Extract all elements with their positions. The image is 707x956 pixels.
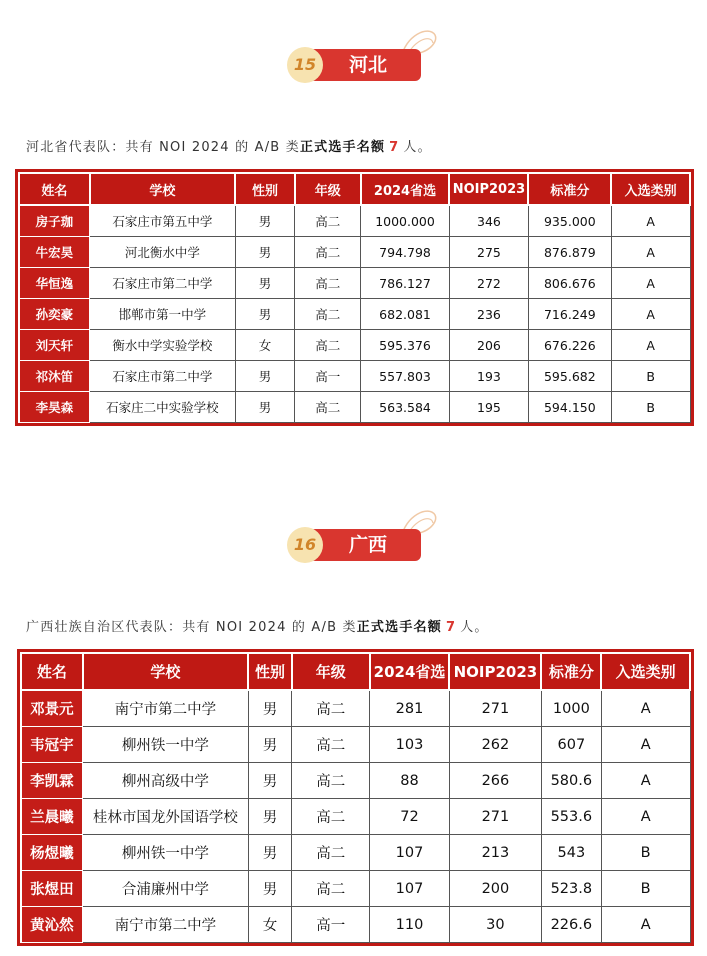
section-number: 16 (287, 527, 323, 563)
intro-suffix: 人。 (460, 620, 489, 635)
cell-grade: 高二 (295, 237, 361, 268)
cell-school: 河北衡水中学 (90, 237, 235, 268)
cell-name: 房子珈 (19, 205, 90, 237)
cell-school: 石家庄市第二中学 (90, 268, 235, 299)
intro-count: 7 (389, 140, 400, 155)
section-intro (26, 616, 489, 635)
table-row (19, 392, 690, 423)
cell-name: 孙奕豪 (19, 299, 90, 330)
cell-noip-2023: 271 (449, 799, 541, 835)
cell-category: B (611, 392, 690, 423)
cell-name: 李凯霖 (21, 763, 83, 799)
cell-noip-2023: 236 (449, 299, 528, 330)
cell-standard-score: 580.6 (541, 763, 601, 799)
cell-noip-2023: 213 (449, 835, 541, 871)
table-row (21, 907, 690, 943)
province-title: 河北 (309, 49, 421, 81)
cell-grade: 高二 (295, 205, 361, 237)
intro-prefix: 河北省代表队：共有 NOI 2024 的 A/B 类 (26, 140, 300, 155)
cell-gender: 男 (248, 690, 292, 727)
cell-name: 张煜田 (21, 871, 83, 907)
cell-standard-score: 676.226 (528, 330, 611, 361)
intro-highlight: 正式选手名额 (299, 140, 386, 155)
cell-name: 牛宏昊 (19, 237, 90, 268)
cell-gender: 男 (248, 871, 292, 907)
column-header-noip-2023: NOIP2023 (449, 173, 528, 205)
cell-gender: 女 (248, 907, 292, 943)
team-table-hebei (18, 172, 691, 423)
table-row (19, 237, 690, 268)
cell-name: 黄沁然 (21, 907, 83, 943)
cell-school: 石家庄二中实验学校 (90, 392, 235, 423)
intro-highlight: 正式选手名额 (356, 620, 442, 635)
cell-noip-2023: 30 (449, 907, 541, 943)
cell-standard-score: 716.249 (528, 299, 611, 330)
cell-score-2024: 281 (370, 690, 450, 727)
cell-name: 祁沐笛 (19, 361, 90, 392)
cell-grade: 高二 (295, 268, 361, 299)
cell-standard-score: 1000 (541, 690, 601, 727)
cell-score-2024: 1000.000 (361, 205, 450, 237)
cell-grade: 高二 (292, 835, 370, 871)
column-header-grade: 年级 (292, 653, 370, 690)
cell-score-2024: 682.081 (361, 299, 450, 330)
column-header-school: 学校 (90, 173, 235, 205)
cell-school: 邯郸市第一中学 (90, 299, 235, 330)
table-row (19, 361, 690, 392)
cell-grade: 高二 (292, 763, 370, 799)
cell-gender: 男 (235, 392, 295, 423)
column-header-gender: 性别 (248, 653, 292, 690)
cell-gender: 男 (235, 299, 295, 330)
cell-gender: 男 (235, 268, 295, 299)
cell-gender: 男 (248, 835, 292, 871)
section-badge-guangxi (287, 525, 427, 565)
cell-name: 李昊森 (19, 392, 90, 423)
table-header-row (21, 653, 690, 690)
cell-standard-score: 553.6 (541, 799, 601, 835)
cell-noip-2023: 272 (449, 268, 528, 299)
intro-prefix: 广西壮族自治区代表队：共有 NOI 2024 的 A/B 类 (26, 620, 357, 635)
cell-standard-score: 806.676 (528, 268, 611, 299)
cell-grade: 高一 (292, 907, 370, 943)
cell-category: A (611, 330, 690, 361)
cell-name: 华恒逸 (19, 268, 90, 299)
intro-count: 7 (445, 620, 457, 635)
cell-grade: 高二 (295, 299, 361, 330)
cell-school: 衡水中学实验学校 (90, 330, 235, 361)
province-title: 广西 (309, 529, 421, 561)
table-row (21, 799, 690, 835)
table-row (21, 690, 690, 727)
cell-category: A (611, 205, 690, 237)
column-header-name: 姓名 (21, 653, 83, 690)
column-header-category: 入选类别 (601, 653, 690, 690)
table-row (19, 205, 690, 237)
cell-category: A (601, 727, 690, 763)
cell-score-2024: 88 (370, 763, 450, 799)
cell-school: 柳州铁一中学 (83, 835, 248, 871)
table-row (19, 330, 690, 361)
column-header-school: 学校 (83, 653, 248, 690)
cell-score-2024: 563.584 (361, 392, 450, 423)
team-table-guangxi (20, 652, 691, 943)
cell-noip-2023: 262 (449, 727, 541, 763)
table-header-row (19, 173, 690, 205)
cell-name: 兰晨曦 (21, 799, 83, 835)
cell-gender: 男 (248, 799, 292, 835)
cell-name: 邓景元 (21, 690, 83, 727)
cell-noip-2023: 206 (449, 330, 528, 361)
cell-grade: 高二 (295, 330, 361, 361)
cell-noip-2023: 346 (449, 205, 528, 237)
column-header-score-2024: 2024省选 (361, 173, 450, 205)
table-row (21, 727, 690, 763)
cell-score-2024: 557.803 (361, 361, 450, 392)
cell-noip-2023: 271 (449, 690, 541, 727)
table-row (21, 835, 690, 871)
section-number: 15 (287, 47, 323, 83)
column-header-score-2024: 2024省选 (370, 653, 450, 690)
column-header-name: 姓名 (19, 173, 90, 205)
cell-score-2024: 110 (370, 907, 450, 943)
cell-category: A (601, 907, 690, 943)
cell-school: 合浦廉州中学 (83, 871, 248, 907)
cell-gender: 男 (235, 237, 295, 268)
cell-score-2024: 786.127 (361, 268, 450, 299)
cell-noip-2023: 200 (449, 871, 541, 907)
table-row (21, 763, 690, 799)
cell-standard-score: 935.000 (528, 205, 611, 237)
cell-school: 柳州铁一中学 (83, 727, 248, 763)
cell-gender: 女 (235, 330, 295, 361)
table-row (19, 268, 690, 299)
cell-school: 桂林市国龙外国语学校 (83, 799, 248, 835)
cell-school: 石家庄市第二中学 (90, 361, 235, 392)
cell-category: A (611, 268, 690, 299)
cell-category: B (601, 871, 690, 907)
cell-category: B (611, 361, 690, 392)
cell-category: B (601, 835, 690, 871)
cell-standard-score: 226.6 (541, 907, 601, 943)
cell-score-2024: 107 (370, 871, 450, 907)
cell-standard-score: 595.682 (528, 361, 611, 392)
column-header-standard-score: 标准分 (528, 173, 611, 205)
column-header-category: 入选类别 (611, 173, 690, 205)
column-header-grade: 年级 (295, 173, 361, 205)
cell-gender: 男 (235, 361, 295, 392)
cell-category: A (601, 799, 690, 835)
cell-score-2024: 107 (370, 835, 450, 871)
cell-grade: 高二 (292, 727, 370, 763)
cell-school: 南宁市第二中学 (83, 690, 248, 727)
cell-noip-2023: 266 (449, 763, 541, 799)
column-header-standard-score: 标准分 (541, 653, 601, 690)
cell-score-2024: 72 (370, 799, 450, 835)
cell-category: A (601, 690, 690, 727)
cell-category: A (611, 299, 690, 330)
section-intro (26, 136, 432, 155)
cell-name: 刘天轩 (19, 330, 90, 361)
cell-gender: 男 (248, 727, 292, 763)
cell-school: 南宁市第二中学 (83, 907, 248, 943)
cell-score-2024: 103 (370, 727, 450, 763)
section-badge-hebei (287, 45, 427, 85)
cell-grade: 高二 (292, 799, 370, 835)
cell-name: 杨煜曦 (21, 835, 83, 871)
column-header-noip-2023: NOIP2023 (449, 653, 541, 690)
table-row (21, 871, 690, 907)
cell-noip-2023: 195 (449, 392, 528, 423)
cell-noip-2023: 193 (449, 361, 528, 392)
cell-grade: 高二 (292, 690, 370, 727)
cell-category: A (611, 237, 690, 268)
cell-gender: 男 (248, 763, 292, 799)
cell-grade: 高二 (295, 392, 361, 423)
cell-standard-score: 876.879 (528, 237, 611, 268)
cell-noip-2023: 275 (449, 237, 528, 268)
cell-name: 韦冠宇 (21, 727, 83, 763)
cell-standard-score: 594.150 (528, 392, 611, 423)
cell-standard-score: 607 (541, 727, 601, 763)
cell-school: 柳州高级中学 (83, 763, 248, 799)
cell-score-2024: 595.376 (361, 330, 450, 361)
table-row (19, 299, 690, 330)
cell-gender: 男 (235, 205, 295, 237)
intro-suffix: 人。 (403, 140, 432, 155)
cell-school: 石家庄市第五中学 (90, 205, 235, 237)
cell-score-2024: 794.798 (361, 237, 450, 268)
cell-grade: 高二 (292, 871, 370, 907)
cell-standard-score: 543 (541, 835, 601, 871)
cell-grade: 高一 (295, 361, 361, 392)
cell-standard-score: 523.8 (541, 871, 601, 907)
column-header-gender: 性别 (235, 173, 295, 205)
cell-category: A (601, 763, 690, 799)
